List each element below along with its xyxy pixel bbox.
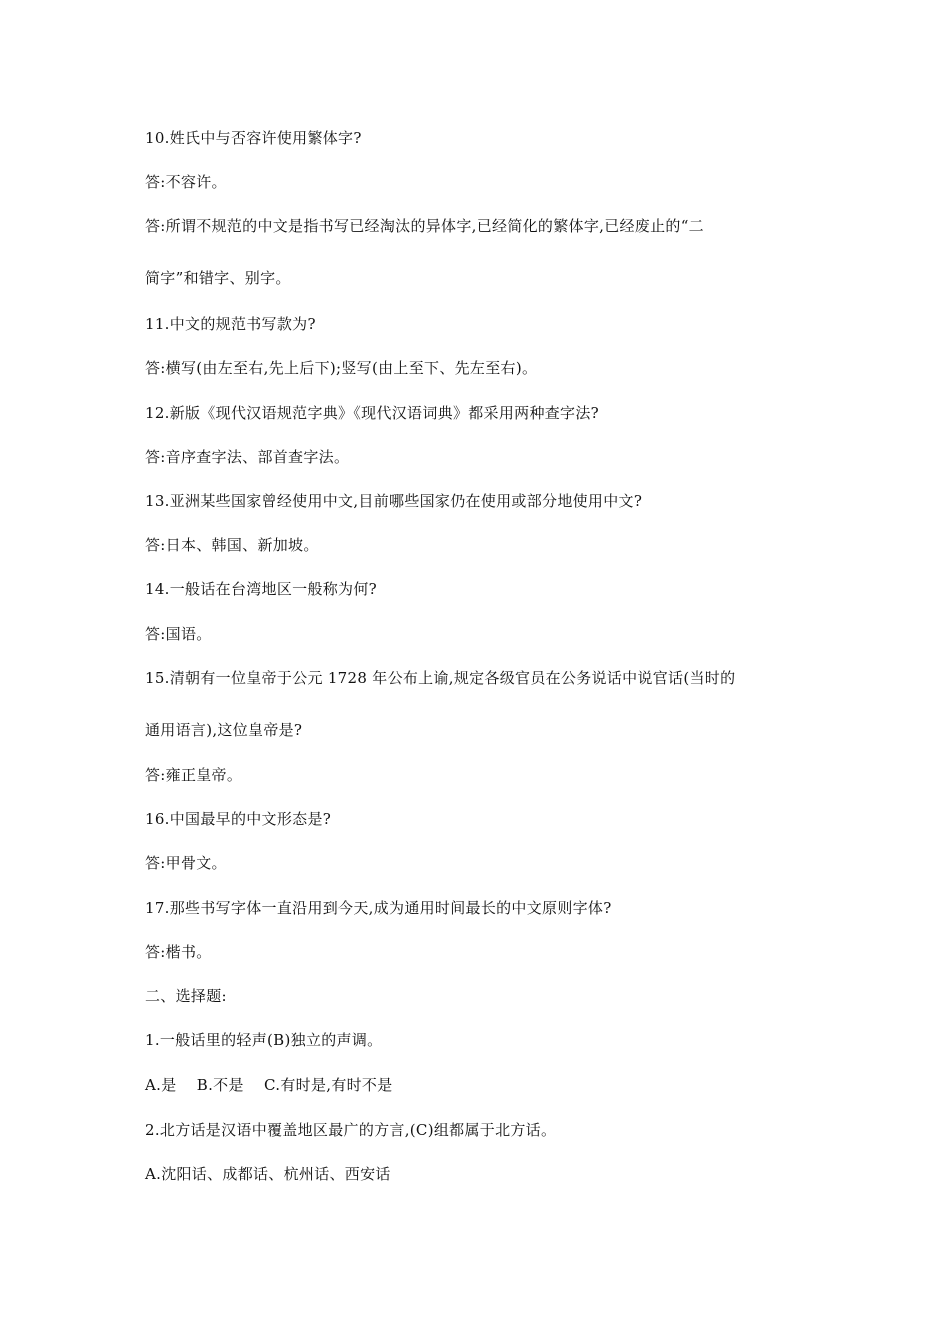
question-16: 16.中国最早的中文形态是? <box>145 810 332 828</box>
choice-question-2: 2.北方话是汉语中覆盖地区最广的方言,(C)组都属于北方话。 <box>145 1121 557 1139</box>
question-15-line-1: 15.清朝有一位皇帝于公元 1728 年公布上谕,规定各级官员在公务说话中说官话(当时的 <box>145 669 736 687</box>
answer-11: 答:横写(由左至右,先上后下);竖写(由上至下、先左至右)。 <box>145 359 538 377</box>
answer-explanation-line-2: 简字”和错字、别字。 <box>145 269 291 287</box>
question-17: 17.那些书写字体一直沿用到今天,成为通用时间最长的中文原则字体? <box>145 899 612 917</box>
answer-15: 答:雍正皇帝。 <box>145 766 243 784</box>
answer-13: 答:日本、韩国、新加坡。 <box>145 536 319 554</box>
answer-14: 答:国语。 <box>145 625 212 643</box>
choice-option-2a: A.沈阳话、成都话、杭州话、西安话 <box>145 1165 391 1183</box>
answer-10: 答:不容许。 <box>145 173 227 191</box>
choice-options-1: A.是 B.不是 C.有时是,有时不是 <box>145 1076 393 1094</box>
question-13: 13.亚洲某些国家曾经使用中文,目前哪些国家仍在使用或部分地使用中文? <box>145 492 643 510</box>
question-10: 10.姓氏中与否容许使用繁体字? <box>145 129 362 147</box>
answer-12: 答:音序查字法、部首查字法。 <box>145 448 350 466</box>
answer-16: 答:甲骨文。 <box>145 854 227 872</box>
question-14: 14.一般话在台湾地区一般称为何? <box>145 580 377 598</box>
section-heading-choice: 二、选择题: <box>145 987 227 1005</box>
question-12: 12.新版《现代汉语规范字典》《现代汉语词典》都采用两种查字法? <box>145 404 599 422</box>
answer-explanation-line-1: 答:所谓不规范的中文是指书写已经淘汰的异体字,已经简化的繁体字,已经废止的“二 <box>145 217 704 235</box>
question-11: 11.中文的规范书写款为? <box>145 315 316 333</box>
question-15-line-2: 通用语言),这位皇帝是? <box>145 721 303 739</box>
answer-17: 答:楷书。 <box>145 943 212 961</box>
choice-question-1: 1.一般话里的轻声(B)独立的声调。 <box>145 1031 383 1049</box>
